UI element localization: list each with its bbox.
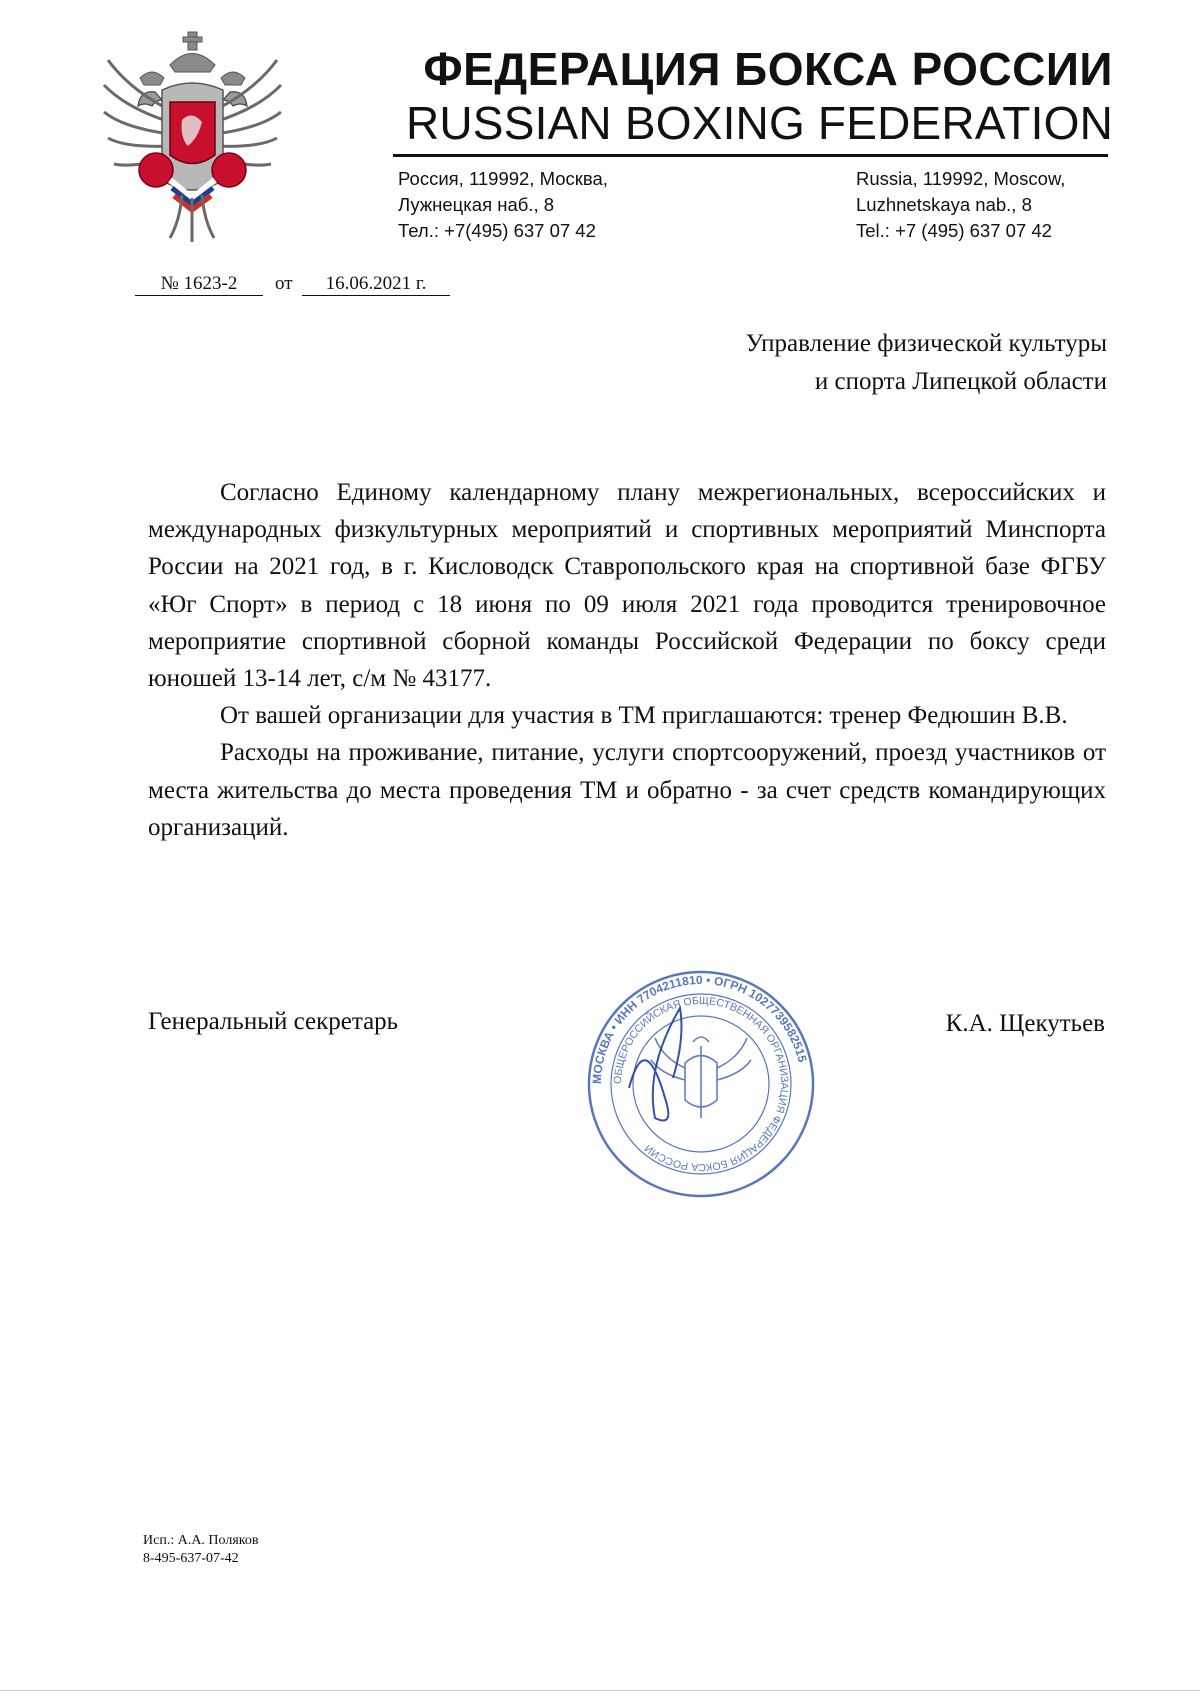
header-divider: [393, 154, 1108, 157]
address-en-line: Tel.: +7 (495) 637 07 42: [856, 220, 1052, 241]
reference-from-label: от: [275, 273, 293, 294]
reference-date: 16.06.2021 г.: [302, 273, 450, 296]
official-stamp: [585, 968, 817, 1200]
org-name-en: RUSSIAN BOXING FEDERATION: [405, 97, 1113, 149]
body-paragraph: Расходы на проживание, питание, услуги спортсооружений, проезд участников от места жительства до места проведения ТМ и обратно - за счет средств командирующих организаций.: [148, 739, 1106, 841]
executor-phone: 8-495-637-07-42: [143, 1551, 239, 1566]
addressee-line: Управление физической культуры: [745, 330, 1107, 357]
stamp-outer-text: МОСКВА • ИНН 7704211810 • ОГРН 1027739582515: [589, 972, 810, 1085]
address-en-line: Russia, 119992, Moscow,: [856, 168, 1066, 189]
executor-name: Исп.: А.А. Поляков: [143, 1533, 259, 1548]
body-paragraph: Согласно Единому календарному плану межрегиональных, всероссийских и международных физкультурных мероприятий и спортивных мероприятий Минспорта России на 2021 год, в г. Кисловодск Ставропольского края на спортивной базе ФГБУ «Юг Спорт» в период с 18 июня по 09 июля 2021 года проводится тренировочное мероприятие спортивной сборной команды Российской Федерации по боксу среди юношей 13-14 лет, с/м № 43177.: [148, 479, 1106, 693]
address-ru-line: Тел.: +7(495) 637 07 42: [398, 220, 596, 241]
address-ru-line: Россия, 119992, Москва,: [398, 168, 608, 189]
body-paragraph: От вашей организации для участия в ТМ приглашаются: тренер Федюшин В.В.: [220, 702, 1068, 730]
signatory-title: Генеральный секретарь: [148, 1008, 399, 1035]
executor-info: [143, 1532, 258, 1568]
address-en-line: Luzhnetskaya nab., 8: [856, 194, 1032, 215]
federation-emblem: [100, 30, 285, 245]
address-ru: [398, 166, 608, 244]
stamp-inner-text: ОБЩЕРОССИЙСКАЯ ОБЩЕСТВЕННАЯ ОРГАНИЗАЦИЯ ФЕДЕРАЦИЯ БОКСА РОССИИ: [611, 994, 791, 1174]
address-ru-line: Лужнецкая наб., 8: [398, 194, 555, 215]
reference-number: № 1623-2: [135, 273, 263, 296]
addressee: [746, 325, 1107, 401]
page-bottom-edge: [0, 1690, 1200, 1691]
address-en: [856, 166, 1065, 244]
org-name-ru: ФЕДЕРАЦИЯ БОКСА РОССИИ: [423, 43, 1113, 95]
letter-body: [148, 474, 1106, 846]
signatory-name: К.А. Щекутьев: [945, 1010, 1105, 1037]
addressee-line: и спорта Липецкой области: [814, 368, 1107, 395]
